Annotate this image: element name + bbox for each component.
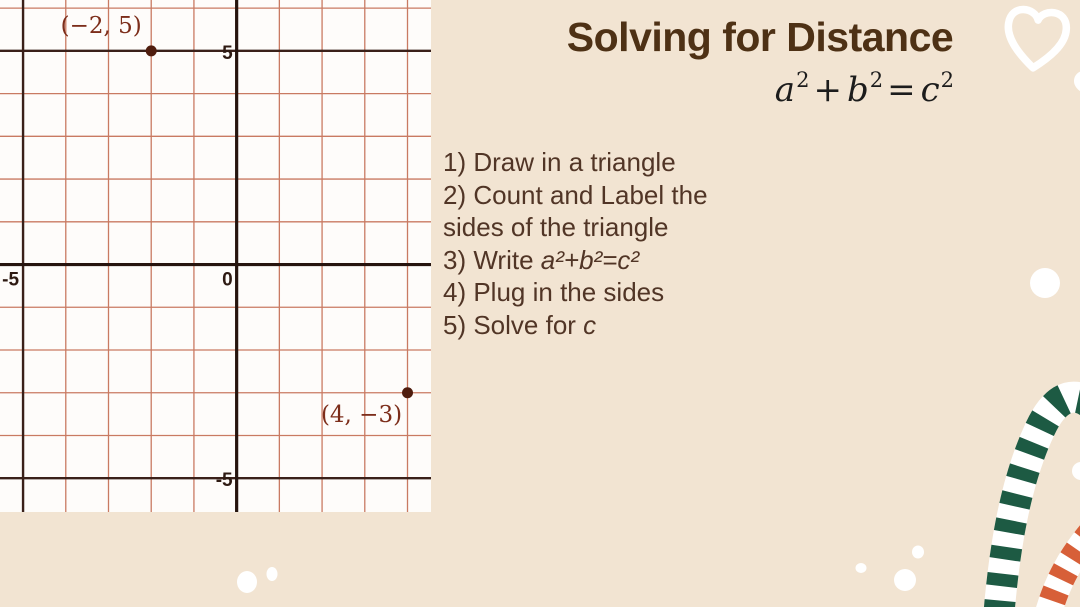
formula-a: a xyxy=(774,70,796,110)
formula-plus: + xyxy=(813,70,842,110)
step-text: sides of the triangle xyxy=(443,212,669,242)
step-text: 2) Count and Label the xyxy=(443,179,708,210)
point-label: (−2, 5) xyxy=(60,12,142,39)
formula-b-exponent: 2 xyxy=(869,67,884,92)
y-axis-tick-label: -5 xyxy=(215,470,233,492)
step-math: c xyxy=(583,309,597,340)
data-point xyxy=(146,45,157,56)
formula-a-exponent: 2 xyxy=(796,67,810,92)
pythagorean-formula xyxy=(774,67,954,110)
white-dot xyxy=(894,569,916,591)
step-math: a²+b²=c² xyxy=(540,244,640,275)
step-line-1 xyxy=(443,146,773,179)
step-text: 5) Solve for xyxy=(443,309,584,340)
formula-equals: = xyxy=(887,70,916,110)
step-line-3 xyxy=(443,244,773,277)
small-heart-outline-icon xyxy=(1075,63,1080,99)
step-text: 4) Plug in the sides xyxy=(443,277,665,307)
step-line-4 xyxy=(443,276,773,309)
white-dot xyxy=(912,546,924,559)
page-title: Solving for Distance xyxy=(566,14,954,60)
coordinate-grid-svg xyxy=(0,0,431,512)
step-text: 3) Write xyxy=(443,244,541,275)
formula-b: b xyxy=(846,70,869,110)
step-line-2-continued xyxy=(443,211,773,244)
white-circle xyxy=(1030,268,1060,298)
green-candy-cane-icon xyxy=(997,397,1080,607)
steps-list xyxy=(443,146,773,341)
formula-c: c xyxy=(920,70,940,110)
x-axis-tick-label: -5 xyxy=(2,269,20,291)
step-line-5 xyxy=(443,309,773,342)
formula-c-exponent: 2 xyxy=(940,67,954,92)
coordinate-grid xyxy=(0,0,431,512)
data-point xyxy=(402,387,413,398)
white-dot xyxy=(267,567,278,581)
orange-candy-cane-icon xyxy=(1047,532,1080,607)
white-dot xyxy=(856,563,867,573)
x-axis-tick-label: 0 xyxy=(222,269,233,291)
step-text: 1) Draw in a triangle xyxy=(443,147,676,177)
step-line-2 xyxy=(443,179,773,212)
white-dot xyxy=(237,571,257,593)
y-axis-tick-label: 5 xyxy=(222,42,233,64)
point-label: (4, −3) xyxy=(320,401,403,428)
white-dot xyxy=(1072,462,1080,480)
